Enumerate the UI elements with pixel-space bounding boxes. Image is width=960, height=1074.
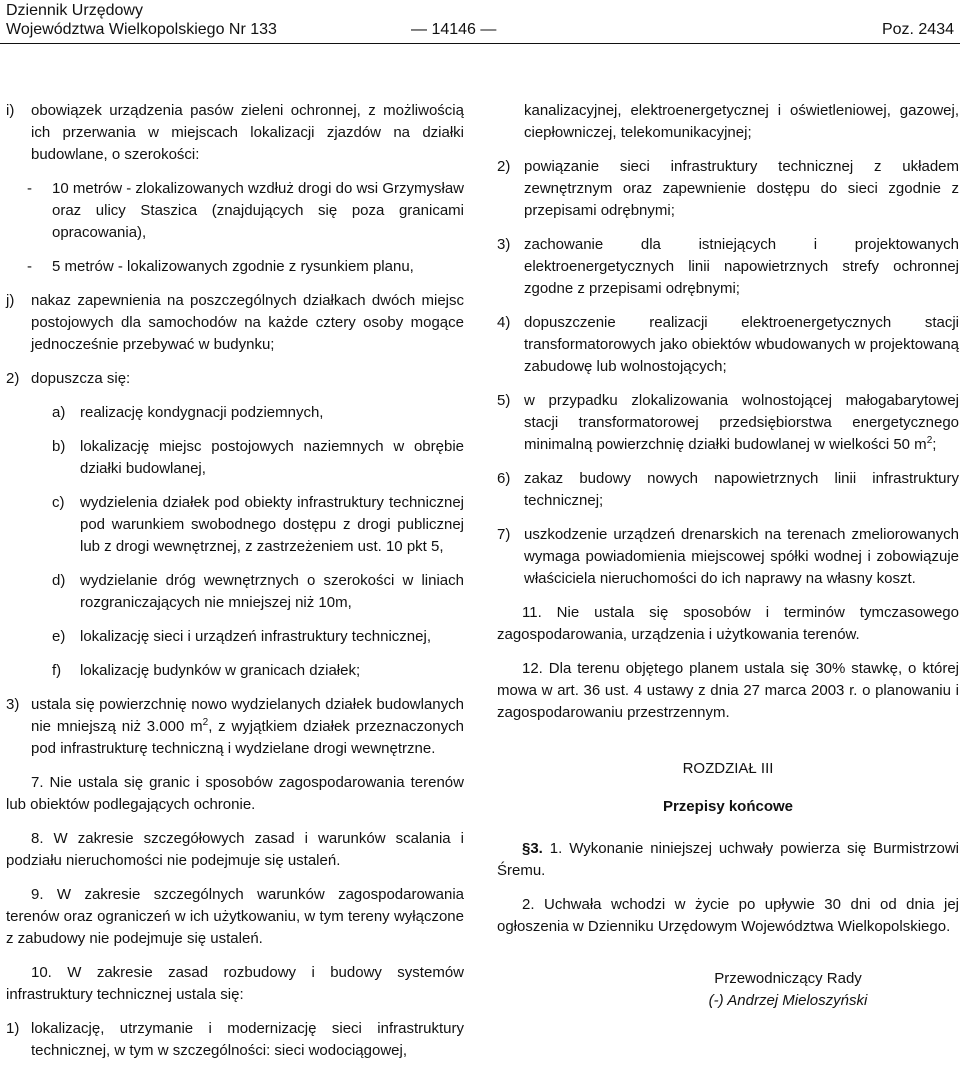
item-text: kanalizacyjnej, elektroenergetycznej i oświetleniowej, gazowej, ciepłowniczej, telekomunikacyjnej; (524, 102, 959, 141)
item-text: lokalizację, utrzymanie i modernizację sieci infrastruktury technicznej, w tym w szczególności: sieci wodociągowej, (31, 1020, 464, 1059)
item-text: lokalizację miejsc postojowych naziemnych w obrębie działki budowlanej, (80, 438, 464, 477)
item-label: 7) (497, 526, 511, 543)
item-text: ustala się powierzchnię nowo wydzielanych działek budowlanych nie mniejszą niż 3.000 m (31, 696, 464, 735)
list-item-r2 (497, 156, 959, 222)
list-item-r7 (497, 524, 959, 590)
item-text: powiązanie sieci infrastruktury technicznej z układem zewnętrznym oraz zapewnienie dostępu do sieci zgodnie z przepisami odrębnymi; (524, 158, 959, 219)
right-column (497, 100, 959, 1012)
list-item-d (6, 570, 464, 614)
item-text: nakaz zapewnienia na poszczególnych działkach dwóch miejsc postojowych dla samochodów na każde cztery osoby mogące jednocześnie przebywać w budynku; (31, 292, 464, 353)
item-text: uszkodzenie urządzeń drenarskich na terenach zmeliorowanych wymaga powiadomienia miejscowej spółki wodnej i zobowiązuje właściciela nieruchomości do ich naprawy na własny koszt. (524, 526, 959, 587)
section-7: 7. Nie ustala się granic i sposobów zagospodarowania terenów lub obiektów podlegających ochronie. (6, 774, 464, 813)
list-item-10-1 (6, 1018, 464, 1062)
list-item-dash1 (6, 178, 464, 244)
item-text-cont: , z wyjątkiem działek przeznaczonych pod infrastrukturę techniczną i wydzielane drogi wewnętrzne. (31, 718, 464, 757)
signature-title: Przewodniczący Rady (714, 970, 862, 987)
list-item-c (6, 492, 464, 558)
section-12: 12. Dla terenu objętego planem ustala się 30% stawkę, o której mowa w art. 36 ust. 4 ustawy z dnia 27 marca 2003 r. o planowaniu i zagospodarowaniu przestrzennym. (497, 660, 959, 721)
item-label: 5) (497, 392, 511, 409)
chapter-heading: ROZDZIAŁ III (682, 760, 774, 777)
list-item-2 (6, 368, 464, 390)
item-label: 2) (6, 370, 20, 387)
list-item-r4 (497, 312, 959, 378)
section-9: 9. W zakresie szczególnych warunków zagospodarowania terenów oraz ograniczeń w ich użytkowaniu, w tym tereny wyłączone z zabudowy nie podejmuje się ustaleń. (6, 886, 464, 947)
list-item-r3 (497, 234, 959, 300)
list-item-cont (497, 100, 959, 144)
section-11: 11. Nie ustala się sposobów i terminów tymczasowego zagospodarowania, urządzenia i użytkowania terenów. (497, 604, 959, 643)
position-number: Poz. 2434 (881, 21, 954, 38)
signature-name: (-) Andrzej Mieloszyński (708, 992, 868, 1009)
list-item-i (6, 100, 464, 166)
list-item-r6 (497, 468, 959, 512)
item-label: 3) (6, 696, 20, 713)
list-item-b (6, 436, 464, 480)
left-column (6, 100, 464, 1074)
item-label: 2) (497, 158, 511, 175)
item-label: a) (52, 404, 66, 421)
item-text: 10 metrów - zlokalizowanych wzdłuż drogi do wsi Grzymysław oraz ulicy Staszica (znajdujących się poza granicami opracowania), (52, 180, 464, 241)
list-item-f (6, 660, 464, 682)
item-label: 6) (497, 470, 511, 487)
list-item-dash2 (6, 256, 464, 278)
item-text: dopuszczenie realizacji elektroenergetycznych stacji transformatorowych jako obiektów wbudowanych w projektowaną zabudowę lub wolnostojących; (524, 314, 959, 375)
item-label: f) (52, 662, 62, 679)
header-rule (0, 43, 960, 44)
item-label: b) (52, 438, 66, 455)
list-item-a (6, 402, 464, 424)
list-item-r5 (497, 390, 959, 456)
journal-title-line2: Województwa Wielkopolskiego Nr 133 (6, 21, 277, 38)
item-label: 4) (497, 314, 511, 331)
superscript: 2 (202, 717, 209, 728)
journal-title (6, 1, 277, 39)
page-header (0, 0, 960, 44)
paragraph-3-1 (497, 838, 959, 882)
paragraph-text: 1. Wykonanie niniejszej uchwały powierza się Burmistrzowi Śremu. (497, 840, 959, 879)
item-text: zakaz budowy nowych napowietrznych linii infrastruktury technicznej; (524, 470, 959, 509)
item-text-cont: ; (932, 436, 937, 453)
section-8: 8. W zakresie szczegółowych zasad i warunków scalania i podziału nieruchomości nie podejmuje się ustaleń. (6, 830, 464, 869)
superscript: 2 (926, 435, 933, 446)
item-label: - (27, 180, 32, 197)
item-label: d) (52, 572, 66, 589)
item-text: 5 metrów - lokalizowanych zgodnie z rysunkiem planu, (52, 258, 414, 275)
chapter-title: Przepisy końcowe (662, 798, 794, 815)
paragraph-3-2: 2. Uchwała wchodzi w życie po upływie 30 dni od dnia jej ogłoszenia w Dzienniku Urzędowym Województwa Wielkopolskiego. (497, 896, 959, 935)
item-text: obowiązek urządzenia pasów zieleni ochronnej, z możliwością ich przerwania w miejscach lokalizacji zjazdów na działki budowlane, o szerokości: (31, 102, 464, 163)
item-text: wydzielenia działek pod obiekty infrastruktury technicznej pod warunkiem swobodnego dostępu z drogi publicznej lub z drogi wewnętrznej, z zastrzeżeniem ust. 10 pkt 5, (80, 494, 464, 555)
item-text: dopuszcza się: (31, 370, 131, 387)
item-label: 3) (497, 236, 511, 253)
item-text: wydzielanie dróg wewnętrznych o szerokości w liniach rozgraniczających nie mniejszej niż 10m, (80, 572, 464, 611)
item-text: zachowanie dla istniejących i projektowanych elektroenergetycznych linii napowietrznych strefy ochronnej zgodne z przepisami odrębnymi; (524, 236, 959, 297)
list-item-3 (6, 694, 464, 760)
item-text: lokalizację budynków w granicach działek; (80, 662, 361, 679)
list-item-j (6, 290, 464, 356)
list-item-e (6, 626, 464, 648)
item-label: e) (52, 628, 66, 645)
item-label: j) (6, 292, 15, 309)
section-10: 10. W zakresie zasad rozbudowy i budowy systemów infrastruktury technicznej ustala się: (6, 964, 464, 1003)
item-text: realizację kondygnacji podziemnych, (80, 404, 324, 421)
item-label: 1) (6, 1020, 20, 1037)
journal-title-line1: Dziennik Urzędowy (6, 2, 143, 19)
item-label: i) (6, 102, 15, 119)
paragraph-symbol: §3. (522, 840, 543, 857)
page-number: — 14146 — (411, 21, 497, 38)
item-text: lokalizację sieci i urządzeń infrastruktury technicznej, (80, 628, 431, 645)
item-label: - (27, 258, 32, 275)
item-text: w przypadku zlokalizowania wolnostojącej małogabarytowej stacji transformatorowej przedsiębiorstwa energetycznego minimalną powierzchnię działki budowlanej w wielkości 50 m (524, 392, 959, 453)
item-label: c) (52, 494, 65, 511)
signature-block (617, 968, 959, 1012)
